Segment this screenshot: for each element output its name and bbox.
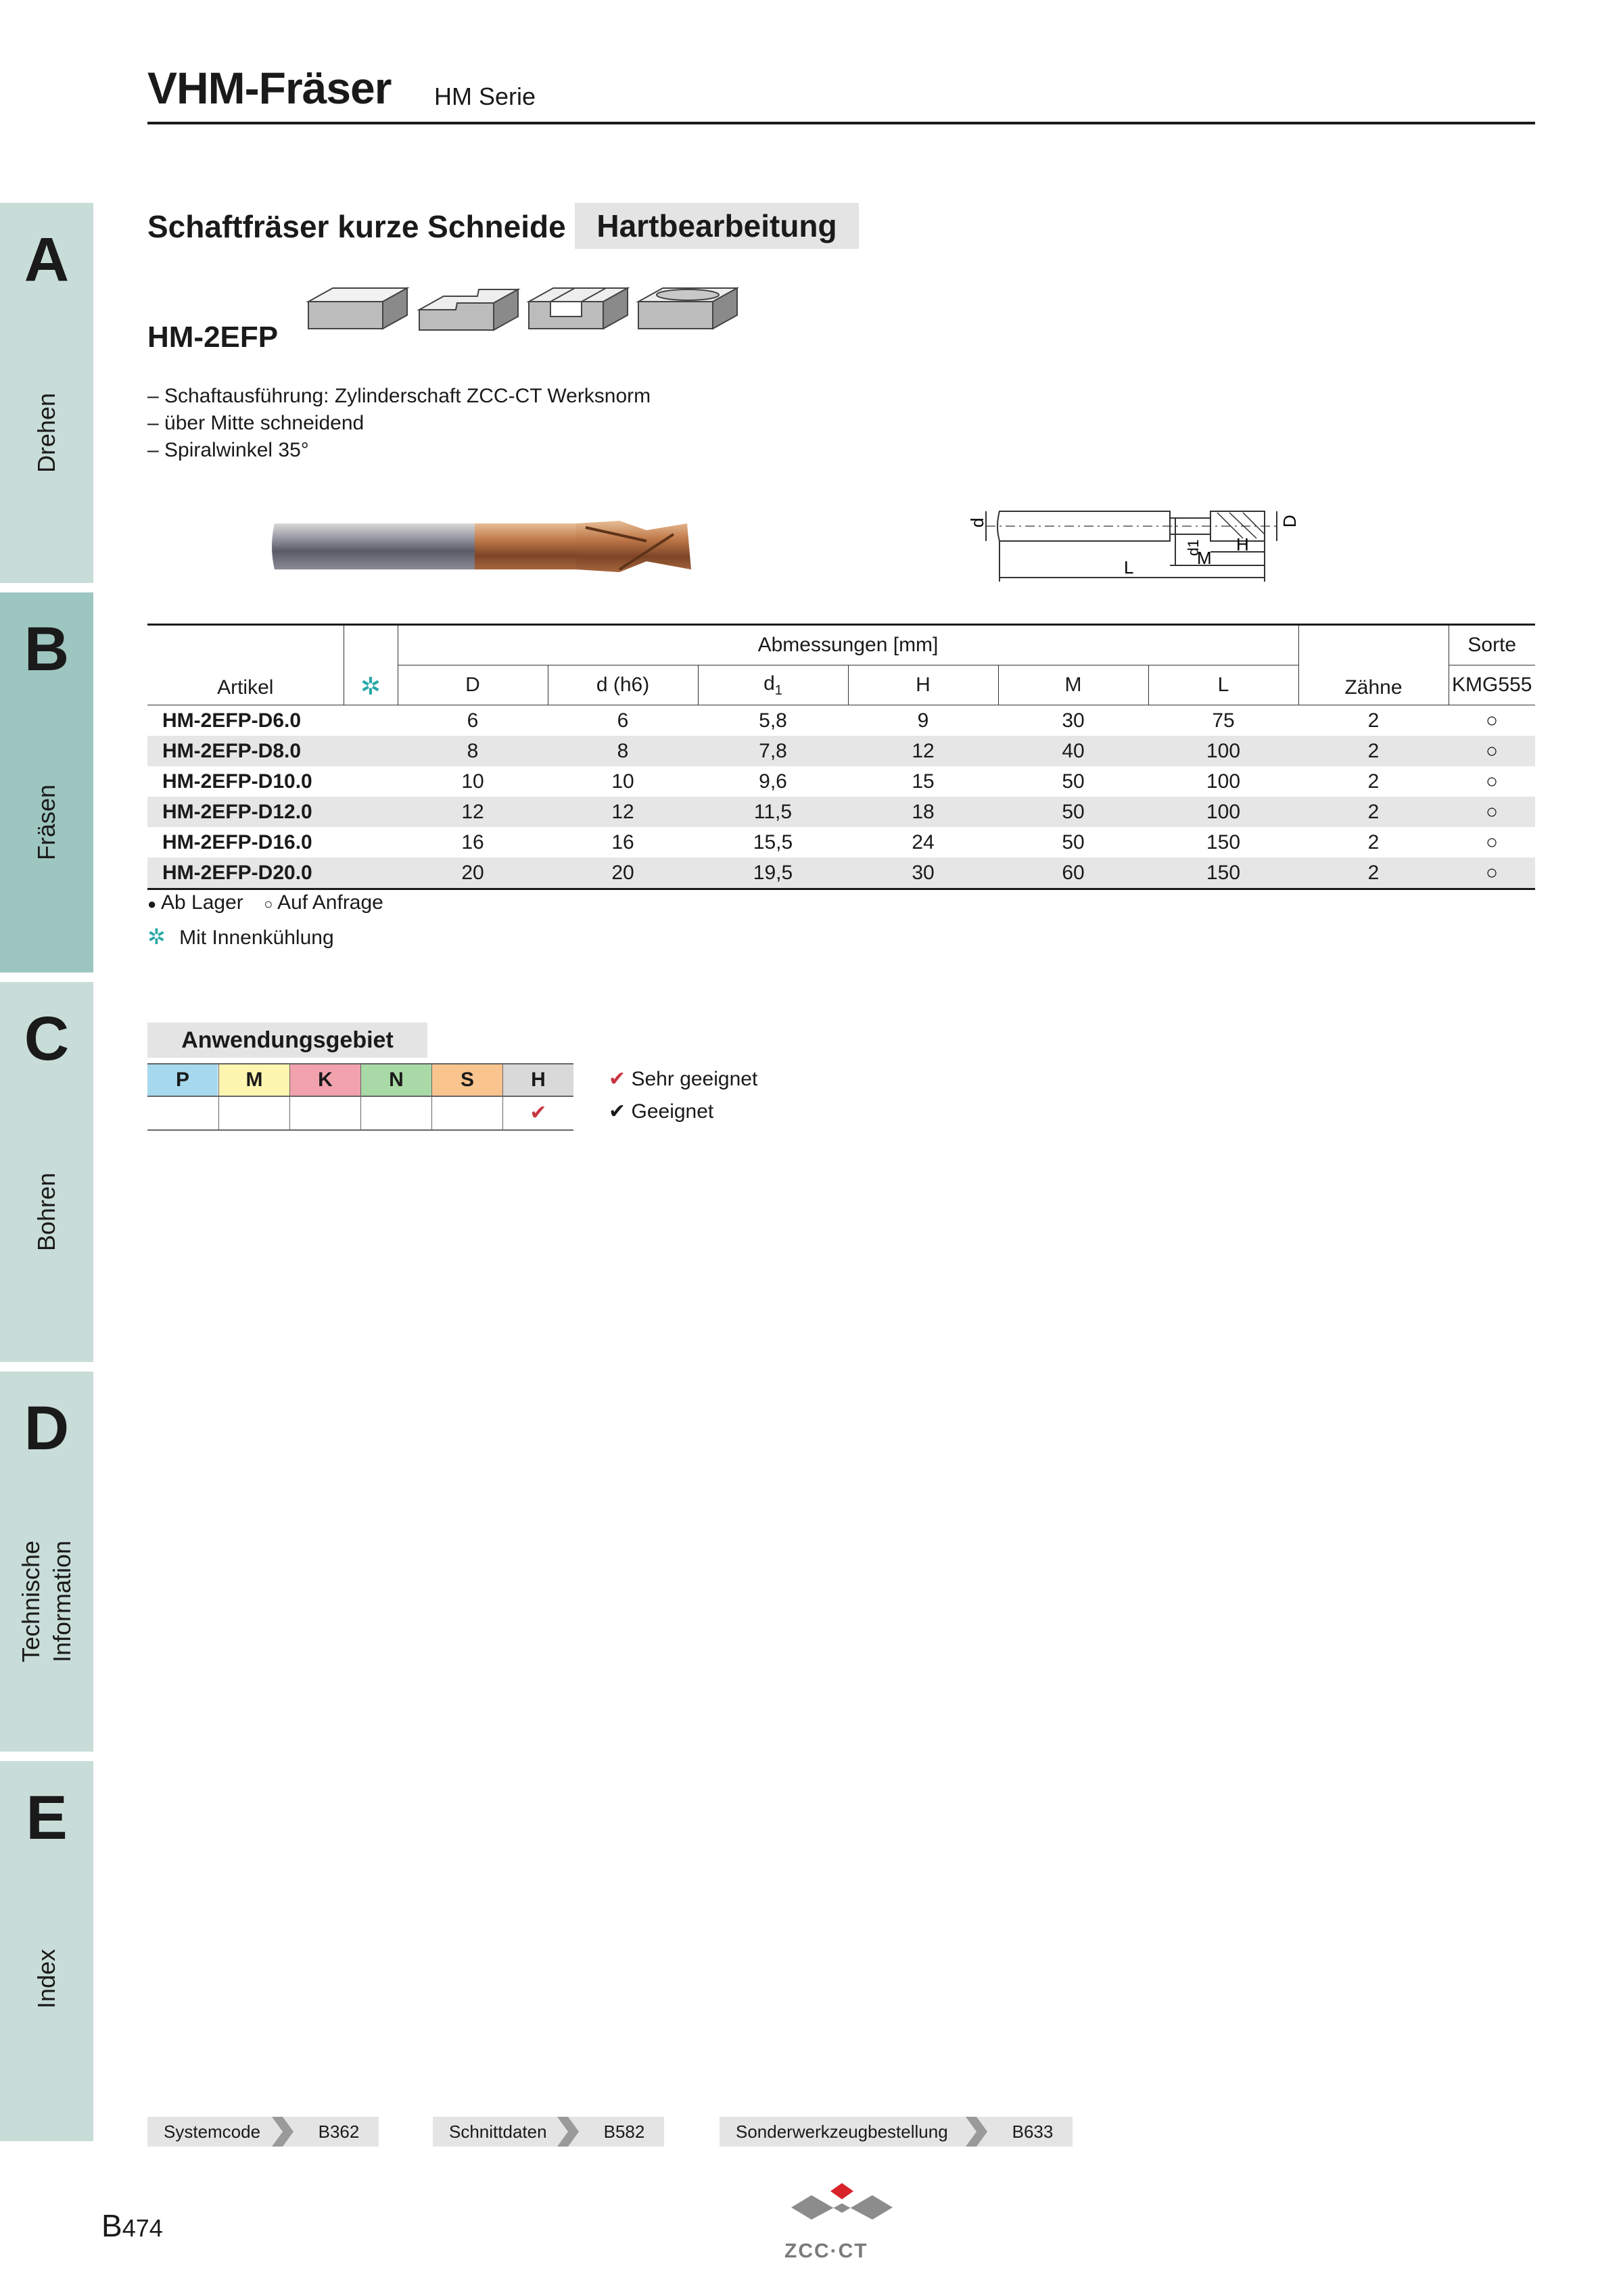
suitability-N: [360, 1097, 431, 1129]
very-suitable-label: Sehr geeignet: [631, 1068, 758, 1090]
cell-teeth: 2: [1298, 858, 1449, 889]
col-grade-name: KMG555: [1449, 665, 1535, 705]
block-icon: [308, 288, 407, 329]
ref-page: B633: [993, 2117, 1073, 2147]
article-cell: HM-2EFP-D16.0: [162, 830, 312, 853]
cell-d1: 15,5: [753, 830, 793, 853]
suitability-S: [431, 1097, 502, 1129]
page-section: B: [101, 2208, 122, 2243]
black-check-icon: ✔: [609, 1100, 626, 1123]
cell-d: 12: [548, 797, 698, 827]
cell-D: 8: [398, 736, 548, 766]
page-title: VHM-Fräser: [147, 63, 392, 113]
cell-H: 18: [848, 797, 998, 827]
ref-label: Schnittdaten: [433, 2117, 555, 2147]
col-H: H: [848, 665, 998, 705]
material-M: M: [218, 1064, 289, 1096]
section-badge: Hartbearbeitung: [575, 203, 859, 249]
cell-M: 30: [1062, 709, 1085, 732]
cell-L: 150: [1148, 858, 1298, 889]
open-circle-icon: ○: [264, 895, 273, 912]
col-article: Artikel: [147, 625, 344, 705]
application-grid: [147, 1063, 573, 1131]
page-num: 474: [122, 2214, 163, 2242]
material-S: S: [431, 1064, 502, 1096]
cell-H: 9: [917, 709, 929, 732]
chevron-right-icon: [269, 2117, 299, 2147]
tab-a[interactable]: [0, 203, 93, 583]
ref-page: B582: [584, 2117, 664, 2147]
dim-label-L: L: [1124, 557, 1134, 578]
pocket-block-icon: [638, 288, 737, 329]
cell-H: 24: [912, 830, 935, 853]
table-row: [147, 705, 1535, 736]
col-M: M: [998, 665, 1148, 705]
feature-item: – Spiralwinkel 35°: [147, 439, 309, 461]
cell-d1: 7,8: [698, 736, 848, 766]
cell-d1: 19,5: [698, 858, 848, 889]
header-rule: [147, 122, 1535, 124]
product-model: HM-2EFP: [147, 321, 279, 354]
cell-D: 12: [398, 797, 548, 827]
ref-systemcode[interactable]: [147, 2117, 379, 2147]
cell-teeth: 2: [1367, 830, 1380, 853]
tab-e[interactable]: [0, 1761, 93, 2141]
tool-image: [268, 514, 701, 579]
col-dimensions: Abmessungen [mm]: [398, 625, 1298, 665]
cell-d: 6: [617, 709, 629, 732]
page-subtitle: HM Serie: [434, 83, 536, 110]
tab-label: Technische Information: [17, 1540, 76, 1663]
col-teeth: Zähne: [1298, 625, 1449, 705]
tab-label: Fräsen: [32, 784, 60, 861]
suitability-K: [289, 1097, 360, 1129]
legend-coolant: Mit Innenkühlung: [179, 927, 334, 949]
dim-label-D: D: [1279, 515, 1300, 528]
cell-H: 30: [848, 858, 998, 889]
col-d1: [698, 665, 848, 705]
cell-stock: ○: [1449, 736, 1535, 766]
cell-H: 12: [848, 736, 998, 766]
brand-name: ZCC·CT: [784, 2240, 868, 2262]
cell-L: 100: [1148, 797, 1298, 827]
feature-item: – über Mitte schneidend: [147, 412, 364, 434]
col-d-h6: d (h6): [548, 665, 698, 705]
col-L: L: [1148, 665, 1298, 705]
cell-M: 50: [998, 797, 1148, 827]
filled-dot-icon: ●: [147, 895, 157, 912]
cell-M: 50: [1062, 830, 1085, 853]
suitability-M: [218, 1097, 289, 1129]
article-cell: HM-2EFP-D12.0: [147, 797, 398, 827]
dim-label-d1: d1: [1185, 539, 1202, 556]
tab-letter: A: [24, 225, 70, 294]
cell-M: 50: [1062, 770, 1085, 793]
legend-very-suitable: [609, 1067, 757, 1091]
tab-label: Drehen: [32, 392, 60, 473]
cell-d: 8: [548, 736, 698, 766]
table-row: [147, 736, 1535, 766]
cell-H: 15: [912, 770, 935, 793]
cell-D: 20: [398, 858, 548, 889]
cell-d: 16: [611, 830, 634, 853]
slot-block-icon: [529, 288, 628, 329]
material-P: P: [147, 1064, 218, 1096]
section-title: Schaftfräser kurze Schneide: [147, 209, 566, 244]
cell-teeth: 2: [1367, 770, 1380, 793]
cell-stock: ○: [1485, 830, 1499, 853]
feature-list: [147, 383, 651, 464]
step-block-icon: [419, 289, 518, 330]
cell-D: 10: [461, 770, 484, 793]
article-cell: HM-2EFP-D6.0: [162, 709, 302, 732]
cell-L: 75: [1212, 709, 1235, 732]
tab-letter: D: [24, 1394, 70, 1463]
application-title: Anwendungsgebiet: [147, 1023, 427, 1058]
feature-item: – Schaftausführung: Zylinderschaft ZCC-CT Werksnorm: [147, 385, 651, 407]
col-D: D: [398, 665, 548, 705]
spec-table: [147, 624, 1535, 890]
coolant-legend: [147, 924, 334, 950]
red-check-icon: ✔: [609, 1068, 626, 1090]
tab-letter: C: [24, 1004, 70, 1073]
coolant-icon: ✲: [344, 625, 398, 705]
col-grade: Sorte: [1449, 625, 1535, 665]
suitable-label: Geeignet: [631, 1100, 714, 1123]
table-row: [147, 827, 1535, 858]
cell-teeth: 2: [1367, 709, 1380, 732]
cell-stock: ○: [1485, 709, 1499, 732]
table-row: [147, 858, 1535, 889]
cell-teeth: 2: [1298, 736, 1449, 766]
dim-label-M: M: [1197, 548, 1212, 568]
ref-page: B362: [299, 2117, 379, 2147]
suitability-H: ✔: [502, 1097, 573, 1129]
cell-d: 10: [611, 770, 634, 793]
workpiece-icons: [306, 275, 738, 356]
legend-on-request: Auf Anfrage: [277, 891, 383, 914]
chevron-right-icon: [963, 2117, 993, 2147]
legend-suitable: [609, 1100, 713, 1123]
cell-d: 20: [548, 858, 698, 889]
tab-b[interactable]: [0, 592, 93, 973]
cell-d1: 9,6: [759, 770, 787, 793]
stock-legend: [147, 891, 383, 914]
tab-letter: B: [24, 615, 70, 684]
tab-letter: E: [26, 1783, 68, 1852]
col-d1-main: d: [763, 672, 775, 695]
tool-drawing: [959, 494, 1311, 588]
coolant-icon: ✲: [147, 924, 166, 949]
cell-L: 150: [1206, 830, 1241, 853]
cell-D: 16: [461, 830, 484, 853]
ref-schnittdaten[interactable]: [433, 2117, 664, 2147]
material-N: N: [360, 1064, 431, 1096]
cell-stock: ○: [1485, 770, 1499, 793]
material-H: H: [502, 1064, 573, 1096]
brand-logo: [784, 2180, 899, 2234]
article-cell: HM-2EFP-D10.0: [162, 770, 312, 793]
cell-teeth: 2: [1298, 797, 1449, 827]
tab-label: Bohren: [32, 1172, 60, 1252]
ref-label: Sonderwerkzeugbestellung: [720, 2117, 963, 2147]
cell-d1: 5,8: [759, 709, 787, 732]
cell-stock: ○: [1449, 797, 1535, 827]
cell-L: 100: [1206, 770, 1241, 793]
cell-stock: ○: [1449, 858, 1535, 889]
legend-in-stock: Ab Lager: [160, 891, 243, 914]
ref-label: Systemcode: [147, 2117, 269, 2147]
table-row: [147, 766, 1535, 797]
tab-d[interactable]: [0, 1372, 93, 1752]
article-cell: HM-2EFP-D20.0: [147, 858, 398, 889]
ref-sonderwerkzeug[interactable]: [720, 2117, 1073, 2147]
tab-c[interactable]: [0, 982, 93, 1362]
cell-L: 100: [1148, 736, 1298, 766]
cell-M: 40: [998, 736, 1148, 766]
table-row: [147, 797, 1535, 827]
chevron-right-icon: [555, 2117, 584, 2147]
dim-label-H: H: [1236, 534, 1249, 555]
tab-label: Index: [32, 1948, 60, 2009]
dim-label-d: d: [967, 517, 987, 528]
spec-body: [147, 705, 1535, 889]
cell-D: 6: [467, 709, 479, 732]
cell-M: 60: [998, 858, 1148, 889]
col-d1-sub: 1: [774, 682, 782, 698]
article-cell: HM-2EFP-D8.0: [147, 736, 398, 766]
cell-d1: 11,5: [698, 797, 848, 827]
material-K: K: [289, 1064, 360, 1096]
page-number: [101, 2207, 163, 2244]
suitability-P: [147, 1097, 218, 1129]
